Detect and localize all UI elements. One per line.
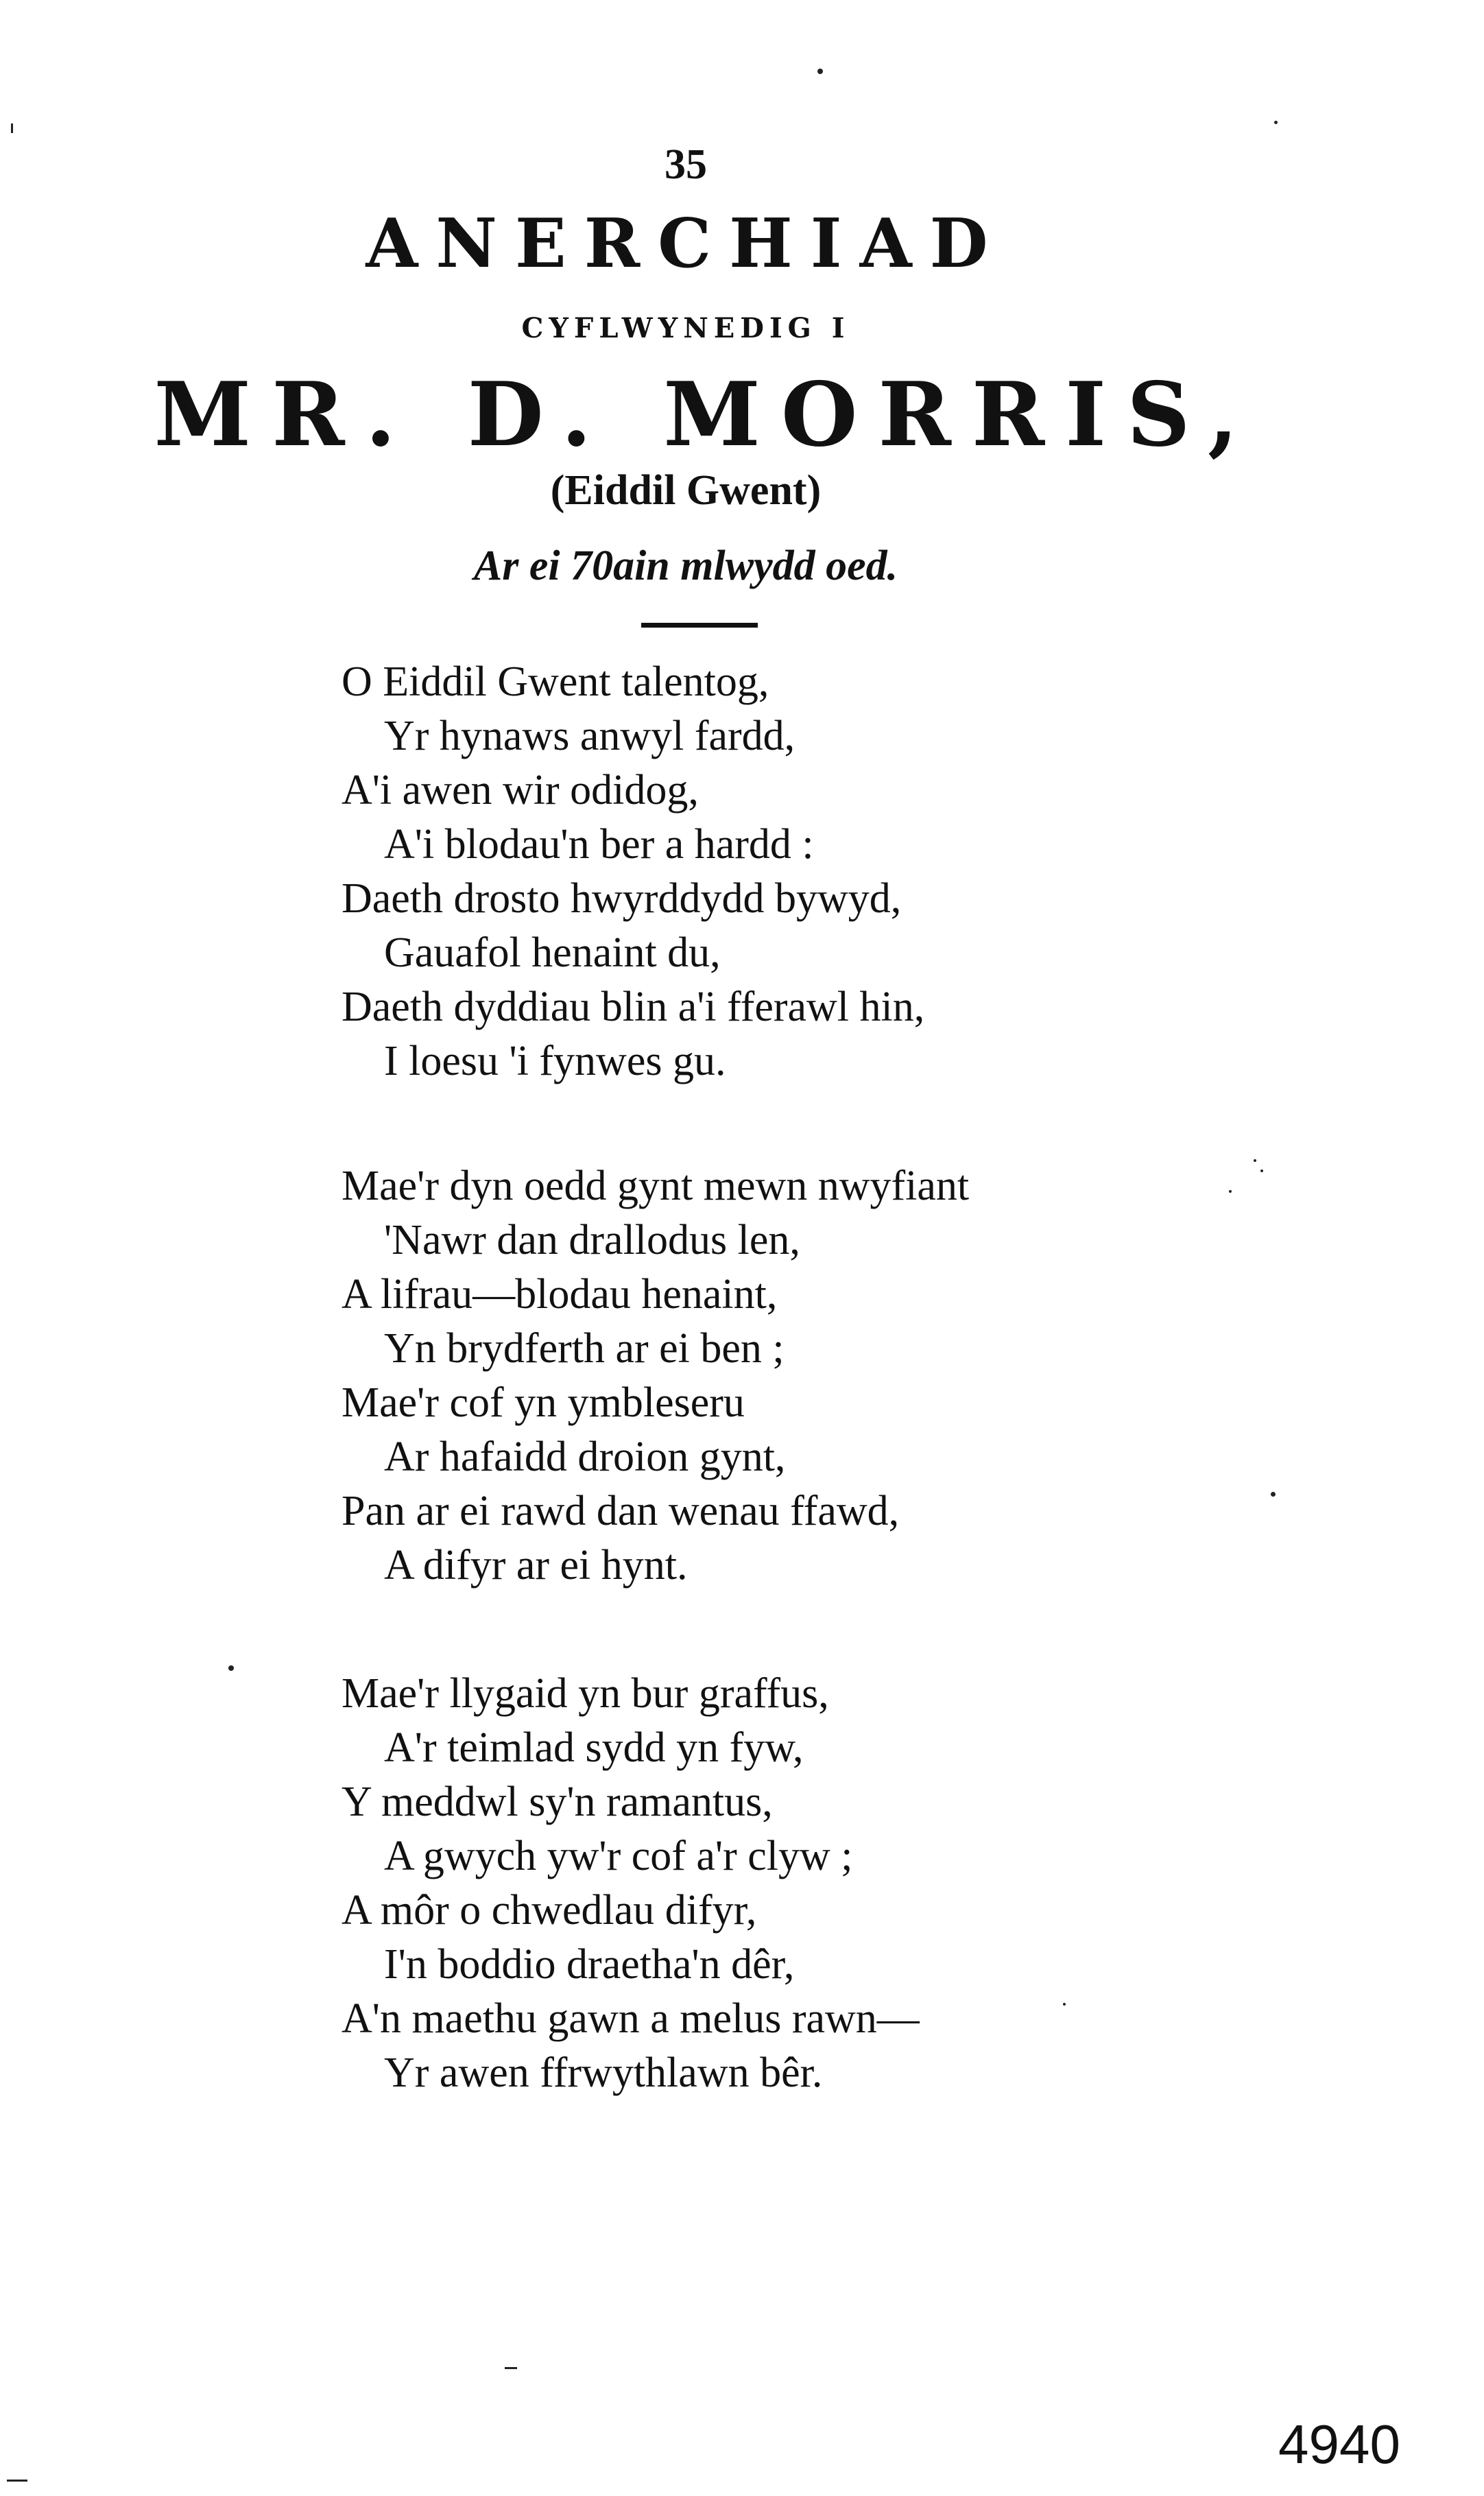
scan-speck — [505, 2367, 517, 2369]
scan-speck — [1271, 1492, 1276, 1497]
page-number: 35 — [665, 141, 707, 188]
verse-line: Daeth drosto hwyrddydd bywyd, — [342, 875, 902, 922]
scan-speck — [7, 2480, 27, 2482]
verse-line: A lifrau—blodau henaint, — [342, 1271, 778, 1318]
scan-speck — [11, 123, 13, 133]
verse-line: A'r teimlad sydd yn fyw, — [384, 1724, 804, 1771]
poem-title: ANERCHIAD — [366, 204, 1006, 283]
verse-line: A gwych yw'r cof a'r clyw ; — [384, 1833, 853, 1879]
stanza — [342, 1667, 920, 2100]
verse-line: Daeth dyddiau blin a'i fferawl hin, — [342, 984, 925, 1030]
verse-line: 'Nawr dan drallodus len, — [384, 1217, 800, 1263]
scan-speck — [1229, 1190, 1232, 1193]
scan-speck — [228, 1665, 234, 1671]
verse-line: Mae'r cof yn ymbleseru — [342, 1379, 745, 1426]
catalog-number: 4940 — [1278, 2414, 1400, 2475]
verse-line: Mae'r dyn oedd gynt mewn nwyfiant — [342, 1163, 970, 1209]
scan-speck — [1063, 2003, 1066, 2006]
scan-speck — [1274, 121, 1278, 124]
age-line: Ar ei 70ain mlwydd oed. — [473, 543, 898, 589]
verse-line: A môr o chwedlau difyr, — [342, 1887, 757, 1934]
scan-speck — [1260, 1169, 1263, 1172]
stanza — [342, 655, 924, 1089]
verse-line: Yr hynaws anwyl fardd, — [384, 713, 795, 759]
title-rule-divider — [641, 623, 758, 628]
dedication-line: CYFLWYNEDIG I — [521, 312, 850, 344]
verse-line: Yn brydferth ar ei ben ; — [384, 1325, 785, 1372]
bardic-name: (Eiddil Gwent) — [550, 467, 822, 514]
verse-line: A'i blodau'n ber a hardd : — [384, 821, 814, 868]
verse-line: O Eiddil Gwent talentog, — [342, 658, 769, 705]
verse-line: Gauafol henaint du, — [384, 929, 721, 976]
verse-line: I loesu 'i fynwes gu. — [384, 1038, 726, 1084]
scan-speck — [1254, 1159, 1256, 1162]
verse-line: Pan ar ei rawd dan wenau ffawd, — [342, 1488, 900, 1534]
stanza — [342, 1159, 969, 1593]
scan-speck — [817, 69, 823, 74]
verse-line: A difyr ar ei hynt. — [384, 1542, 688, 1589]
verse-line: A'n maethu gawn a melus rawn— — [342, 1995, 920, 2042]
verse-line: Ar hafaidd droion gynt, — [384, 1434, 786, 1480]
verse-line: Mae'r llygaid yn bur graffus, — [342, 1670, 829, 1717]
verse-line: I'n boddio draetha'n dêr, — [384, 1941, 795, 1988]
honoree-name: MR. D. MORRIS, — [154, 364, 1259, 466]
verse-line: Y meddwl sy'n ramantus, — [342, 1779, 773, 1825]
verse-line: A'i awen wir odidog, — [342, 767, 699, 813]
verse-line: Yr awen ffrwythlawn bêr. — [384, 2049, 823, 2096]
